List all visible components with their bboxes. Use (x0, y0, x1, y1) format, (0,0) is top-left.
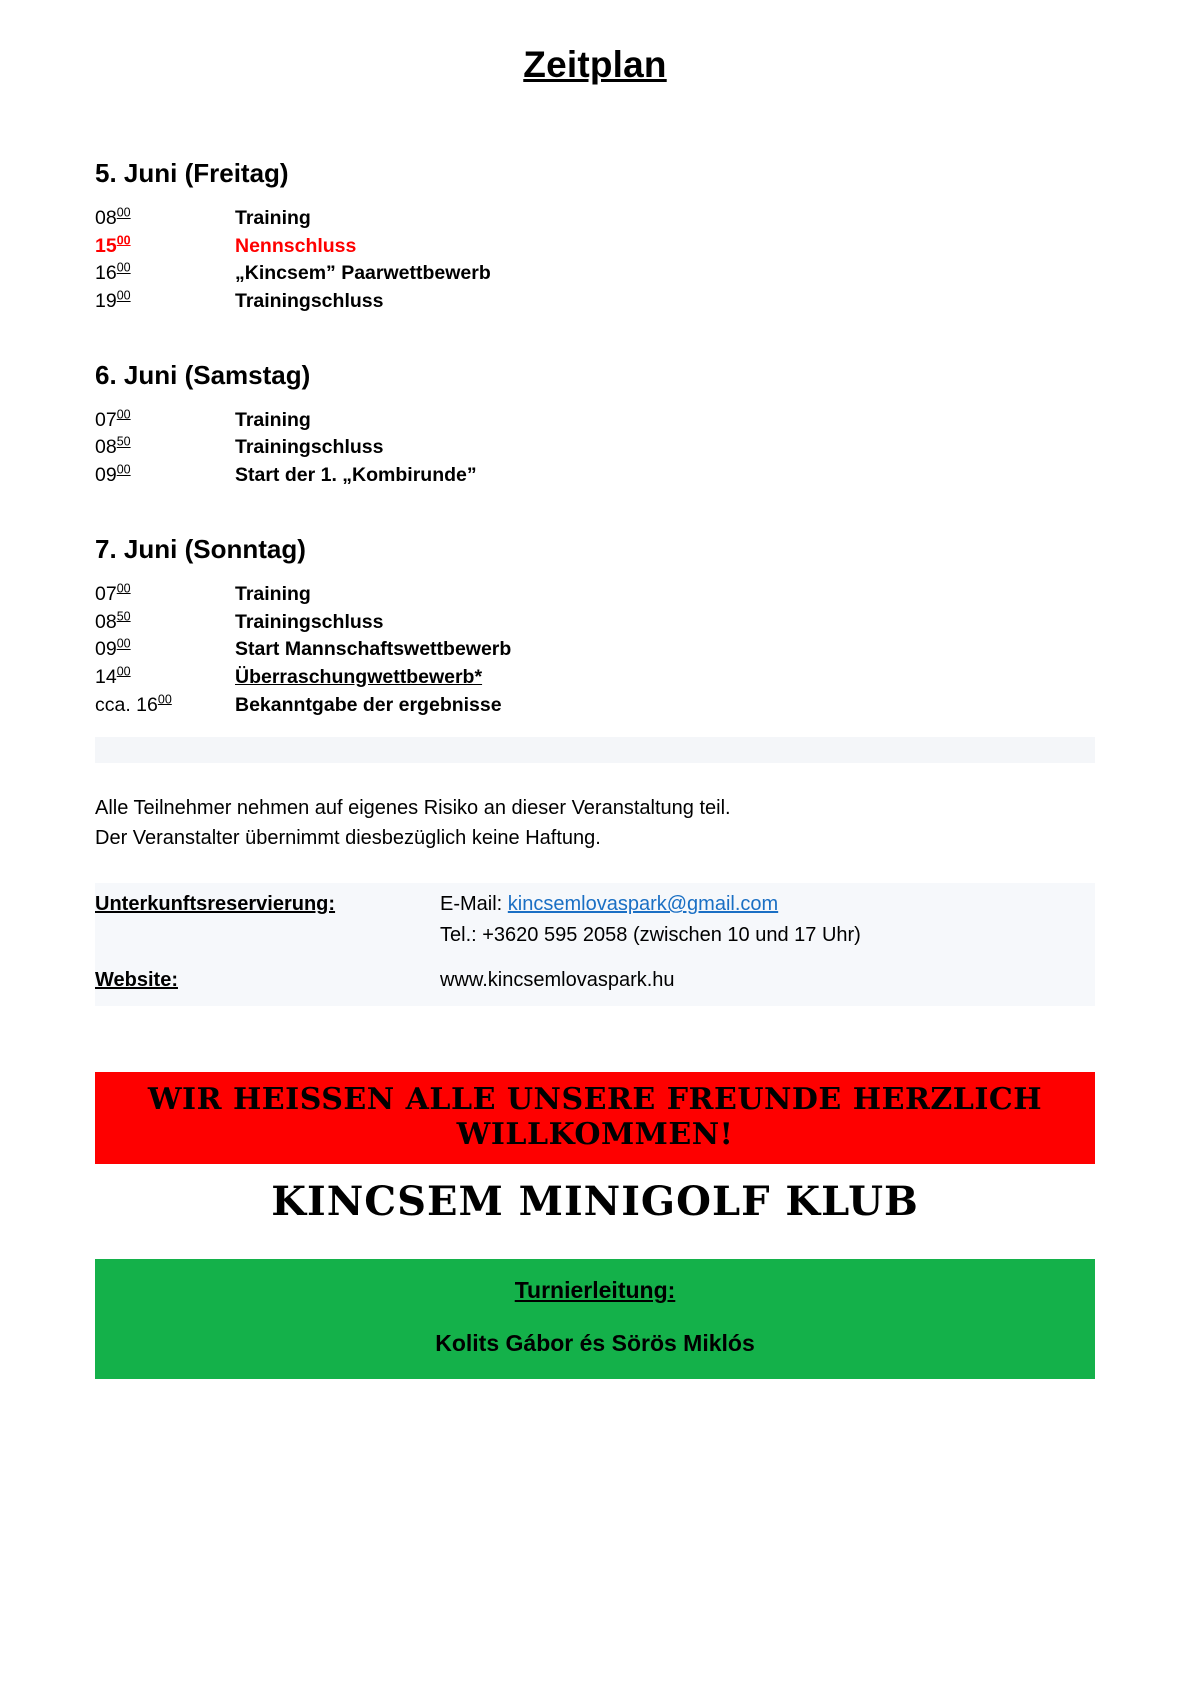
entry-time: $08^{50}$ (95, 609, 131, 633)
entry-time: $14^{00}$ (95, 664, 131, 688)
welcome-banner (95, 1072, 1095, 1164)
entry-time: $08^{00}$ (95, 205, 131, 229)
club-name: KINCSEM MINIGOLF KLUB (271, 1178, 919, 1226)
website-value: www.kincsemlovaspark.hu (440, 969, 675, 992)
entry-label: Start der 1. „Kombirunde” (235, 464, 477, 487)
welcome-line-1: WIR HEISSEN ALLE UNSERE FREUNDE HERZLICH (147, 1082, 1043, 1118)
schedule-entry (95, 233, 1095, 261)
entry-label: Trainingschluss (235, 436, 384, 459)
day-entries (95, 407, 1095, 490)
entry-time: $07^{00}$ (95, 407, 131, 431)
entry-label: „Kincsem” Paarwettbewerb (235, 262, 491, 285)
schedule-entry (95, 692, 1095, 720)
entry-label: Überraschungwettbewerb* (235, 665, 483, 688)
separator-band (95, 737, 1095, 763)
schedule-entry (95, 407, 1095, 435)
entry-time: $08^{50}$ (95, 434, 131, 459)
day-block (95, 360, 1095, 490)
email-prefix: E-Mail: (440, 893, 508, 916)
day-block (95, 158, 1095, 316)
day-entries (95, 581, 1095, 719)
entry-time: $09^{00}$ (95, 462, 131, 487)
entry-label: Training (235, 582, 311, 605)
entry-label: Bekanntgabe der ergebnisse (235, 693, 502, 716)
schedule-days (95, 158, 1095, 719)
schedule-entry (95, 581, 1095, 609)
entry-label: Training (235, 408, 311, 431)
day-heading: 6. Juni (Samstag) (95, 359, 311, 390)
entry-time: $16^{00}$ (95, 260, 131, 285)
contact-spacer (95, 951, 1095, 965)
website-label: Website: (95, 969, 178, 992)
schedule-entry (95, 434, 1095, 462)
page-title: Zeitplan (523, 44, 667, 85)
schedule-entry (95, 462, 1095, 490)
contact-row-website (95, 965, 1095, 996)
accommodation-email (440, 889, 778, 920)
accommodation-label: Unterkunftsreservierung: (95, 893, 336, 916)
disclaimer-text (95, 793, 1095, 853)
entry-label: Start Mannschaftswettbewerb (235, 638, 512, 661)
contact-row-accommodation (95, 889, 1095, 920)
entry-label: Trainingschluss (235, 290, 384, 313)
tournament-lead-label: Turnierleitung: (514, 1277, 676, 1304)
day-heading: 7. Juni (Sonntag) (95, 533, 306, 564)
tournament-lead-banner (95, 1259, 1095, 1379)
welcome-line-2: WILLKOMMEN! (456, 1117, 734, 1153)
email-link[interactable]: kincsemlovaspark@gmail.com (507, 893, 779, 916)
entry-time: cca. $16^{00}$ (95, 692, 172, 716)
disclaimer-line-1: Alle Teilnehmer nehmen auf eigenes Risiko an dieser Veranstaltung teil. (95, 797, 731, 820)
schedule-entry (95, 205, 1095, 233)
day-block (95, 534, 1095, 719)
entry-label: Training (235, 207, 311, 229)
entry-label: Nennschluss (235, 234, 357, 257)
schedule-entry (95, 636, 1095, 664)
phone-value: Tel.: +3620 595 2058 (zwischen 10 und 17 Uhr) (440, 924, 861, 947)
schedule-entry (95, 260, 1095, 288)
entry-label: Trainingschluss (235, 610, 384, 633)
schedule-entry (95, 288, 1095, 316)
schedule-entry (95, 609, 1095, 637)
schedule-entry (95, 664, 1095, 692)
entry-time: $15^{00}$ (95, 233, 131, 257)
disclaimer-line-2: Der Veranstalter übernimmt diesbezüglich keine Haftung. (95, 827, 601, 850)
day-entries (95, 205, 1095, 316)
entry-time: $09^{00}$ (95, 636, 131, 661)
tournament-lead-names: Kolits Gábor és Sörös Miklós (435, 1330, 755, 1357)
day-heading: 5. Juni (Freitag) (95, 158, 289, 188)
contact-block (95, 883, 1095, 1006)
contact-row-phone (95, 920, 1095, 951)
entry-time: $19^{00}$ (95, 288, 131, 313)
entry-time: $07^{00}$ (95, 581, 131, 605)
